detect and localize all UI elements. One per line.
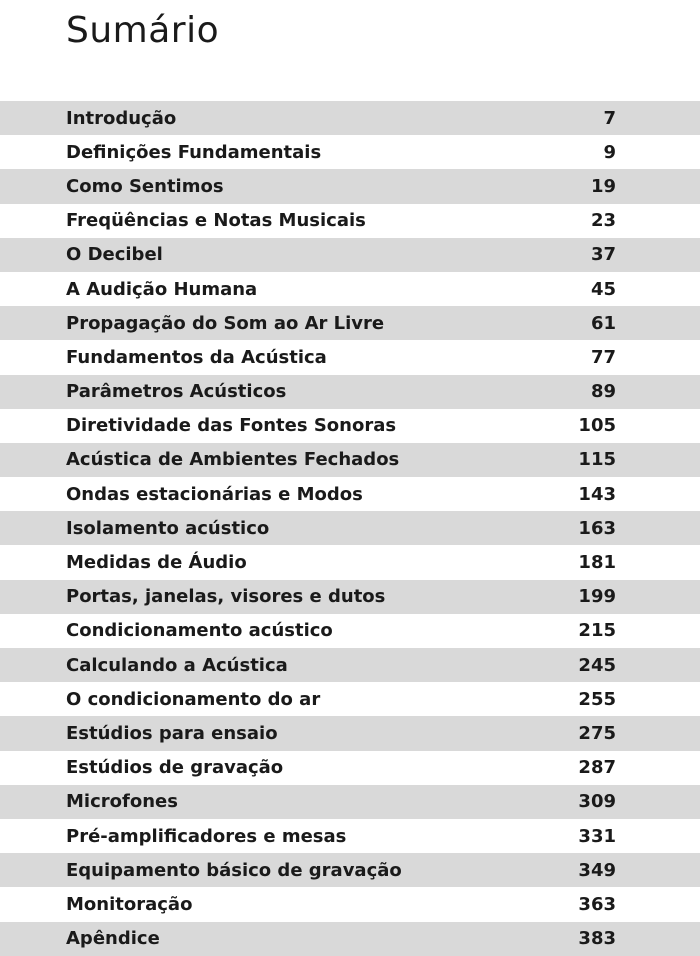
toc-entry-page: 143 [578, 483, 616, 505]
toc-entry-label: Ondas estacionárias e Modos [66, 483, 363, 505]
toc-entry-label: Estúdios de gravação [66, 757, 284, 779]
toc-entry-page: 199 [578, 586, 616, 608]
toc-entry-page: 245 [578, 654, 616, 676]
toc-entry[interactable] [0, 511, 700, 545]
toc-entry-label: Monitoração [66, 893, 193, 915]
table-of-contents [0, 101, 700, 956]
toc-entry-page: 115 [578, 449, 616, 471]
toc-entry-page: 331 [578, 825, 616, 847]
toc-entry[interactable] [0, 443, 700, 477]
toc-entry-page: 23 [590, 210, 616, 232]
toc-entry[interactable] [0, 306, 700, 340]
toc-entry-label: Isolamento acústico [66, 517, 270, 539]
toc-entry-label: Como Sentimos [66, 175, 224, 197]
toc-entry-label: Freqüências e Notas Musicais [66, 210, 366, 232]
toc-entry-label: Pré-amplificadores e mesas [66, 825, 347, 847]
toc-entry-page: 287 [578, 757, 616, 779]
toc-entry-label: Estúdios para ensaio [66, 722, 278, 744]
toc-entry-label: Portas, janelas, visores e dutos [66, 586, 386, 608]
toc-entry[interactable] [0, 922, 700, 956]
toc-entry-page: 363 [578, 893, 616, 915]
toc-entry[interactable] [0, 648, 700, 682]
toc-entry-label: Definições Fundamentais [66, 141, 322, 163]
toc-entry-page: 45 [590, 278, 616, 300]
toc-entry[interactable] [0, 238, 700, 272]
toc-entry-label: Microfones [66, 791, 178, 813]
toc-entry-label: O condicionamento do ar [66, 688, 321, 710]
toc-entry[interactable] [0, 819, 700, 853]
toc-entry-label: Propagação do Som ao Ar Livre [66, 312, 385, 334]
toc-entry[interactable] [0, 204, 700, 238]
toc-entry-label: Fundamentos da Acústica [66, 346, 327, 368]
toc-entry-label: Apêndice [66, 928, 160, 950]
toc-entry[interactable] [0, 101, 700, 135]
toc-entry[interactable] [0, 716, 700, 750]
toc-entry-label: Condicionamento acústico [66, 620, 333, 642]
toc-entry[interactable] [0, 375, 700, 409]
toc-entry-label: Acústica de Ambientes Fechados [66, 449, 400, 471]
toc-entry-page: 215 [578, 620, 616, 642]
toc-entry-page: 349 [578, 859, 616, 881]
toc-entry[interactable] [0, 169, 700, 203]
toc-entry[interactable] [0, 580, 700, 614]
toc-entry-page: 309 [578, 791, 616, 813]
toc-entry[interactable] [0, 135, 700, 169]
toc-entry-label: Medidas de Áudio [66, 552, 247, 574]
toc-entry-page: 61 [590, 312, 616, 334]
toc-entry[interactable] [0, 409, 700, 443]
toc-entry[interactable] [0, 682, 700, 716]
toc-entry[interactable] [0, 751, 700, 785]
toc-entry-page: 19 [590, 175, 616, 197]
toc-entry-page: 37 [590, 244, 616, 266]
toc-entry[interactable] [0, 614, 700, 648]
toc-entry-page: 105 [578, 415, 616, 437]
toc-entry[interactable] [0, 545, 700, 579]
toc-entry[interactable] [0, 853, 700, 887]
toc-entry-page: 275 [578, 722, 616, 744]
toc-entry-page: 181 [578, 552, 616, 574]
toc-entry-page: 163 [578, 517, 616, 539]
toc-entry[interactable] [0, 477, 700, 511]
toc-entry-label: A Audição Humana [66, 278, 258, 300]
page-title: Sumário [66, 10, 220, 51]
toc-entry-label: Introdução [66, 107, 177, 129]
toc-entry[interactable] [0, 272, 700, 306]
toc-entry[interactable] [0, 785, 700, 819]
toc-entry-label: Parâmetros Acústicos [66, 381, 287, 403]
toc-entry-page: 89 [590, 381, 616, 403]
toc-entry-label: Diretividade das Fontes Sonoras [66, 415, 397, 437]
toc-entry-label: Equipamento básico de gravação [66, 859, 402, 881]
toc-entry-page: 9 [603, 141, 616, 163]
toc-entry[interactable] [0, 340, 700, 374]
toc-entry-page: 383 [578, 928, 616, 950]
toc-entry[interactable] [0, 887, 700, 921]
toc-entry-label: O Decibel [66, 244, 163, 266]
toc-entry-label: Calculando a Acústica [66, 654, 288, 676]
toc-entry-page: 7 [603, 107, 616, 129]
toc-entry-page: 77 [590, 346, 616, 368]
toc-entry-page: 255 [578, 688, 616, 710]
